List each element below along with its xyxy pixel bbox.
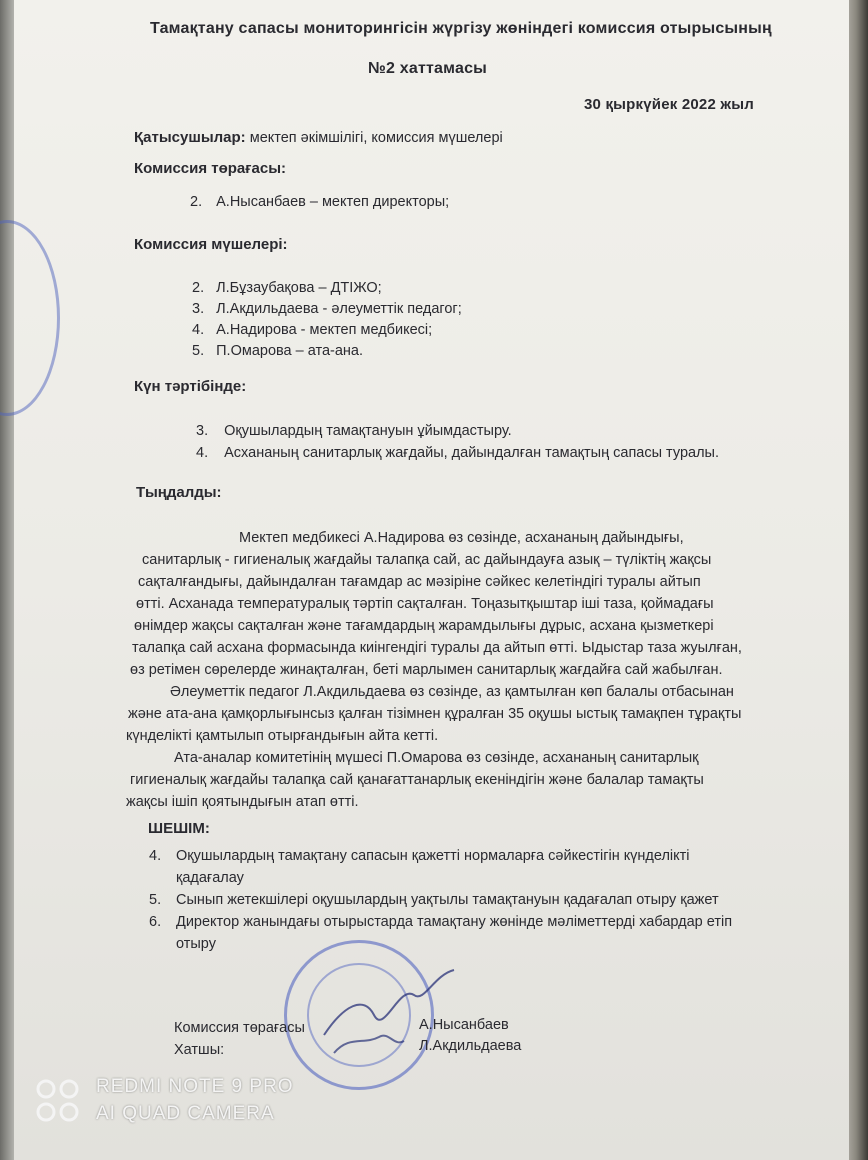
participants-text: мектеп әкімшілігі, комиссия мүшелері bbox=[249, 130, 503, 146]
heard-line: және ата-ана қамқорлығынсыз қалған тізімнен құралған 35 оқушы ыстық тамақпен тұрақты bbox=[128, 706, 742, 722]
decision-item bbox=[149, 892, 161, 908]
member-text: П.Омарова – ата-ана. bbox=[216, 343, 364, 359]
decision-number: 5. bbox=[149, 892, 162, 908]
watermark-model: REDMI NOTE 9 PRO bbox=[96, 1076, 294, 1097]
document-date: 30 қыркүйек 2022 жыл bbox=[584, 96, 754, 113]
agenda-item bbox=[196, 445, 719, 461]
chair-item-text: А.Нысанбаев – мектеп директоры; bbox=[216, 194, 450, 210]
chair-heading: Комиссия төрағасы: bbox=[134, 160, 287, 177]
member-item bbox=[192, 280, 382, 296]
chair-item bbox=[190, 194, 449, 210]
heard-line: талапқа сай асхана формасында киінгендігі туралы да айтып өтті. Ыдыстар таза жуылған, bbox=[132, 640, 742, 656]
member-item bbox=[192, 301, 462, 317]
participants-label: Қатысушылар: bbox=[134, 129, 246, 146]
member-text: Л.Бұзаубақова – ДТІЖО; bbox=[216, 280, 382, 296]
decision-text: Оқушылардың тамақтану сапасын қажетті нормаларға сәйкестігін күнделікті bbox=[176, 848, 690, 864]
heard-line: өнімдер жақсы сақталған және тағамдардың жарамдылығы дұрыс, асхана қызметкері bbox=[134, 618, 714, 634]
heard-line: өз ретімен сөрелерде жинақталған, беті марлымен санитарлық жағдайға сай жабылған. bbox=[130, 662, 723, 678]
camera-logo-icon bbox=[36, 1078, 82, 1124]
agenda-text: Оқушылардың тамақтануын ұйымдастыру. bbox=[224, 423, 512, 439]
heard-heading: Тыңдалды: bbox=[136, 484, 222, 501]
heard-line: Мектеп медбикесі А.Надирова өз сөзінде, асхананың дайындығы, bbox=[239, 530, 684, 546]
agenda-item bbox=[196, 423, 512, 439]
member-number: 3. bbox=[192, 301, 205, 317]
signature-role: Хатшы: bbox=[174, 1042, 225, 1058]
agenda-heading: Күн тәртібінде: bbox=[134, 378, 247, 395]
agenda-number: 4. bbox=[196, 445, 209, 461]
decision-item bbox=[149, 914, 161, 930]
partial-stamp-left bbox=[0, 220, 60, 416]
members-heading: Комиссия мүшелері: bbox=[134, 236, 288, 253]
participants-line bbox=[134, 129, 503, 146]
protocol-page bbox=[14, 0, 849, 1160]
agenda-number: 3. bbox=[196, 423, 209, 439]
member-number: 4. bbox=[192, 322, 205, 338]
member-number: 2. bbox=[192, 280, 205, 296]
agenda-text: Асхананың санитарлық жағдайы, дайындалған тамақтың сапасы туралы. bbox=[224, 445, 719, 461]
signature-name: А.Нысанбаев bbox=[419, 1017, 509, 1033]
heard-line: күнделікті қамтылып отырғандығын айта кетті. bbox=[126, 728, 439, 744]
heard-line: гигиеналық жағдайы талапқа сай қанағаттанарлық екеніндігін және балалар тамақты bbox=[130, 772, 704, 788]
heard-line: Ата-аналар комитетінің мүшесі П.Омарова өз сөзінде, асхананың санитарлық bbox=[174, 750, 699, 766]
document-title: Тамақтану сапасы мониторингісін жүргізу жөніндегі комиссия отырысының bbox=[150, 20, 772, 37]
heard-line: өтті. Асханада температуралық тәртіп сақталған. Тоңазытқыштар іші таза, қоймадағы bbox=[136, 596, 714, 612]
decision-text: Директор жанындағы отырыстарда тамақтану жөнінде мәліметтерді хабардар етіп bbox=[176, 914, 733, 930]
heard-line: сақталғандығы, дайындалған тағамдар ас мәзіріне сәйкес келетіндігі туралы айтып bbox=[138, 574, 701, 590]
heard-line: санитарлық - гигиеналық жағдайы талапқа сай, ас дайындауға азық – түліктің жақсы bbox=[142, 552, 712, 568]
member-item bbox=[192, 343, 363, 359]
watermark-camera: AI QUAD CAMERA bbox=[96, 1103, 275, 1124]
decision-text-cont: отыру bbox=[176, 936, 216, 952]
member-number: 5. bbox=[192, 343, 205, 359]
decision-number: 6. bbox=[149, 914, 162, 930]
signature-role: Комиссия төрағасы bbox=[174, 1020, 305, 1036]
heard-line: жақсы ішіп қоятындығын атап өтті. bbox=[126, 794, 359, 810]
member-text: Л.Акдильдаева - әлеуметтік педагог; bbox=[216, 301, 462, 317]
decision-text-cont: қадағалау bbox=[176, 870, 244, 886]
member-item bbox=[192, 322, 432, 338]
document-subtitle: №2 хаттамасы bbox=[368, 60, 488, 77]
member-text: А.Надирова - мектеп медбикесі; bbox=[216, 322, 433, 338]
decision-text: Сынып жетекшілері оқушылардың уақтылы тамақтануын қадағалап отыру қажет bbox=[176, 892, 719, 908]
signature-name: Л.Акдильдаева bbox=[419, 1038, 522, 1054]
heard-line: Әлеуметтік педагог Л.Акдильдаева өз сөзінде, аз қамтылған көп балалы отбасынан bbox=[170, 684, 734, 700]
chair-item-number: 2. bbox=[190, 194, 203, 210]
decision-number: 4. bbox=[149, 848, 162, 864]
decision-item bbox=[149, 848, 161, 864]
decision-heading: ШЕШІМ: bbox=[148, 820, 210, 837]
